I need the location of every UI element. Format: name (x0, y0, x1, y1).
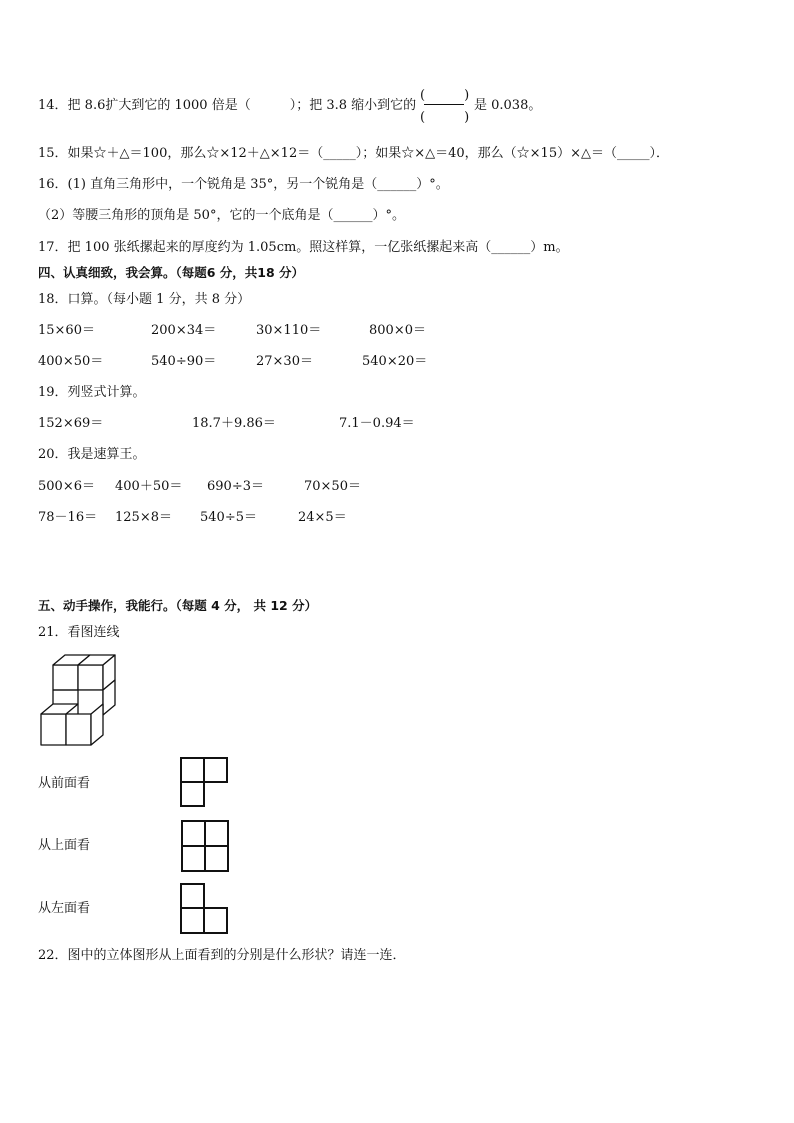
view-label-top: 从上面看 (38, 838, 91, 853)
q19-item: 18.7＋9.86＝ (192, 416, 276, 431)
view-shape-two-by-two-grid[interactable] (181, 820, 229, 872)
cube-solid-figure (38, 652, 130, 748)
cube-face (53, 665, 78, 690)
fraction-numerator: ( ) (420, 88, 470, 103)
cube-face (41, 714, 66, 745)
question-21-title: 21．看图连线 (38, 625, 120, 640)
view-shape-l-top-one-bottom-two[interactable] (180, 883, 228, 934)
q18-item: 540×20＝ (362, 354, 428, 369)
question-20-title: 20．我是速算王。 (38, 447, 146, 462)
fraction-denominator: ( ) (420, 110, 470, 125)
q18-item: 30×110＝ (256, 323, 322, 338)
question-16-part-1: 16．(1) 直角三角形中，一个锐角是 35°，另一个锐角是（______）°。 (38, 177, 449, 192)
q14-text-b: 是 0.038。 (474, 98, 542, 113)
section-4-heading: 四、认真细致，我会算。（每题6 分，共18 分） (38, 265, 305, 280)
q14-text-a: 14．把 8.6扩大到它的 1000 倍是（ ）；把 3.8 缩小到它的 (38, 98, 417, 113)
q18-item: 800×0＝ (369, 323, 426, 338)
question-17: 17．把 100 张纸摞起来的厚度约为 1.05cm。照这样算，一亿张纸摞起来高（______）m。 (38, 240, 569, 255)
question-15: 15．如果☆＋△＝100，那么☆×12＋△×12＝（_____）；如果☆×△＝40，那么（☆×15）×△＝（_____）． (38, 146, 669, 161)
q18-item: 200×34＝ (151, 323, 217, 338)
q18-item: 15×60＝ (38, 323, 95, 338)
q20-item: 400＋50＝ (115, 479, 183, 494)
q14-fraction-blank (420, 84, 468, 125)
question-16-part-2: （2）等腰三角形的顶角是 50°，它的一个底角是（______）°。 (38, 208, 405, 223)
cube-face (41, 704, 78, 714)
cube-face (78, 665, 103, 690)
q20-item: 70×50＝ (304, 479, 361, 494)
q19-item: 7.1－0.94＝ (339, 416, 415, 431)
q18-item: 400×50＝ (38, 354, 104, 369)
view-label-front: 从前面看 (38, 776, 91, 791)
q20-item: 125×8＝ (115, 510, 172, 525)
view-label-left: 从左面看 (38, 901, 91, 916)
view-shape-l-top-two-bottom-one[interactable] (180, 757, 228, 807)
q20-item: 78－16＝ (38, 510, 98, 525)
q20-item: 690÷3＝ (207, 479, 264, 494)
q19-item: 152×69＝ (38, 416, 104, 431)
q18-item: 540÷90＝ (151, 354, 217, 369)
question-19-title: 19．列竖式计算。 (38, 385, 146, 400)
cube-face (66, 714, 91, 745)
section-5-heading: 五、动手操作，我能行。（每题 4 分， 共 12 分） (38, 598, 318, 613)
q20-item: 500×6＝ (38, 479, 95, 494)
q18-item: 27×30＝ (256, 354, 313, 369)
question-18-title: 18．口算。（每小题 1 分，共 8 分） (38, 292, 251, 307)
question-14 (38, 98, 416, 114)
q20-item: 24×5＝ (298, 510, 347, 525)
fraction-bar (424, 104, 464, 105)
question-22: 22．图中的立体图形从上面看到的分别是什么形状？请连一连． (38, 948, 406, 963)
q20-item: 540÷5＝ (200, 510, 257, 525)
